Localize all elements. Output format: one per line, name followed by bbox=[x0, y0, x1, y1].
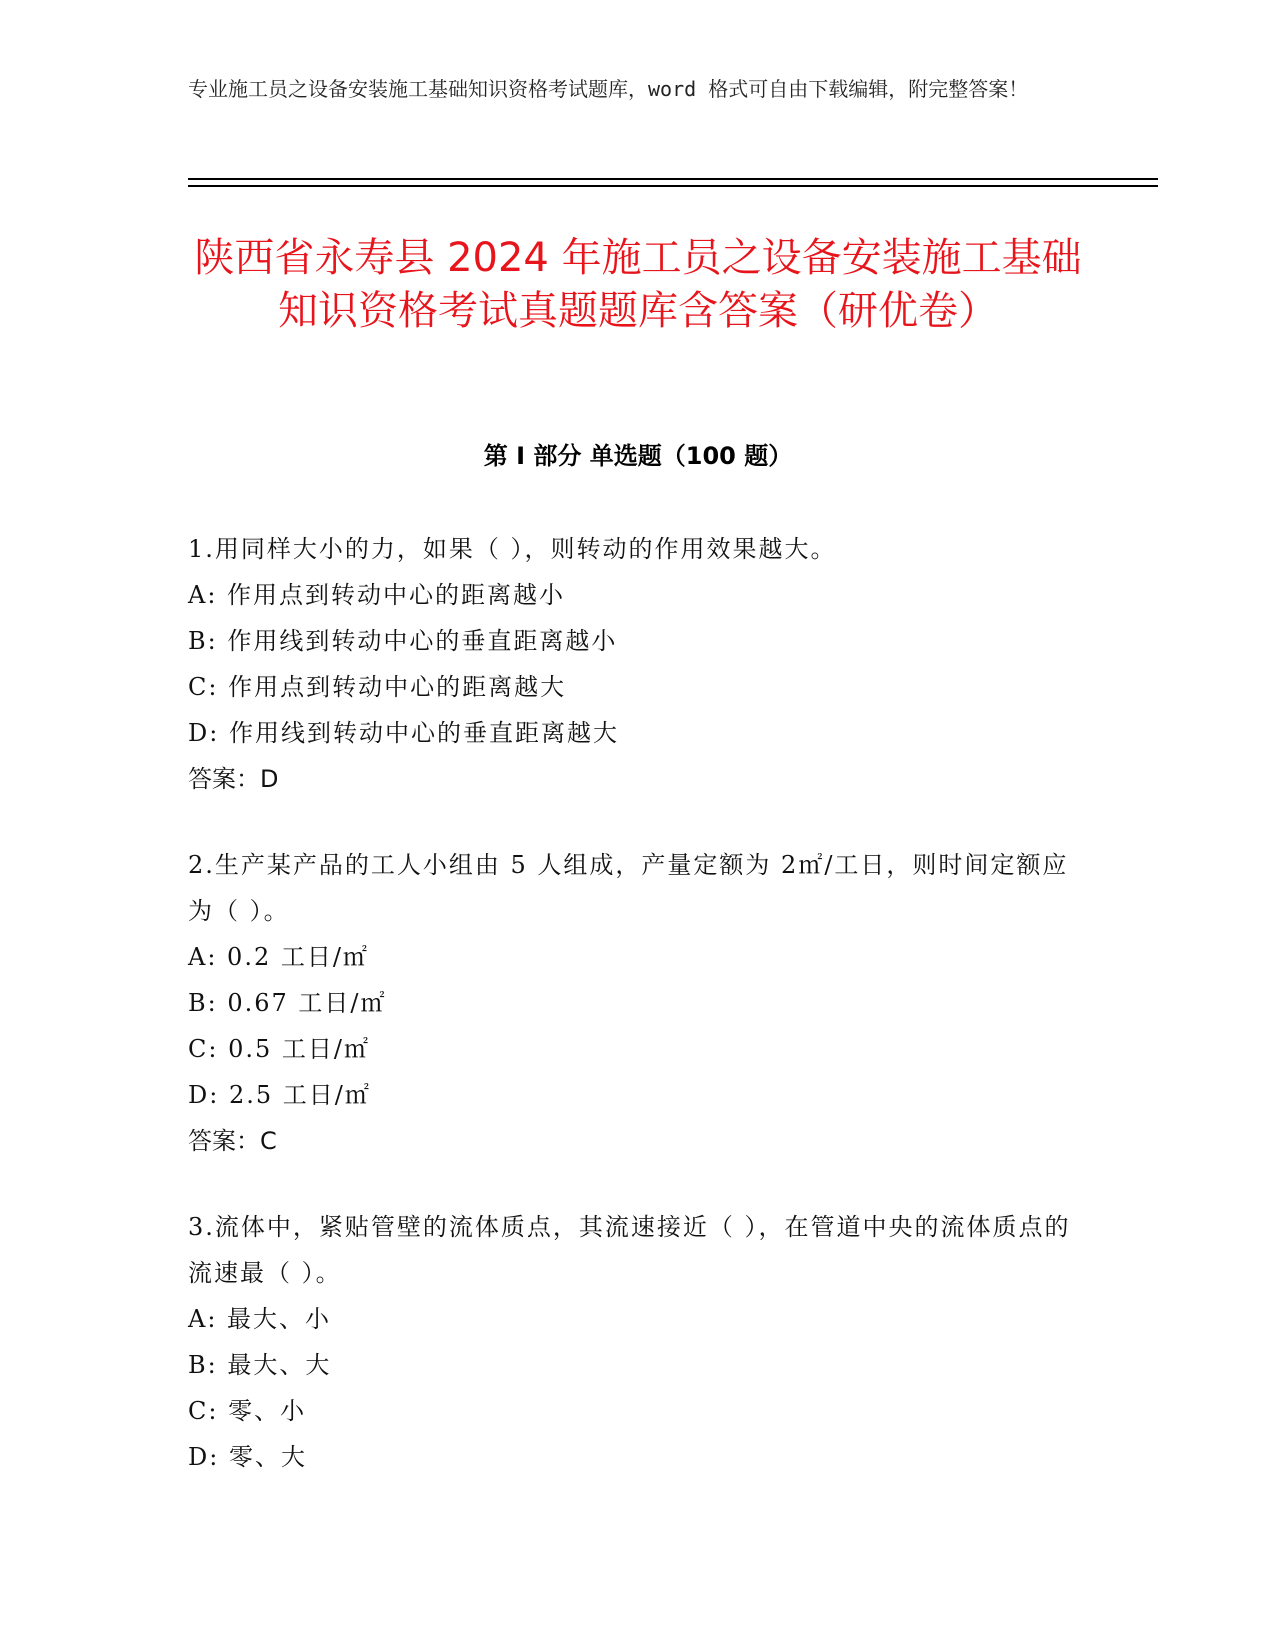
option-d: D: 零、大 bbox=[188, 1443, 307, 1471]
question-item bbox=[188, 842, 1088, 1164]
question-item bbox=[188, 1204, 1088, 1480]
option-a: A: 0.2 工日/㎡ bbox=[188, 943, 369, 971]
header-divider-top bbox=[188, 178, 1158, 180]
header-note: 专业施工员之设备安装施工基础知识资格考试题库，word 格式可自由下载编辑，附完整答案！ bbox=[188, 77, 1029, 101]
option-a: A: 作用点到转动中心的距离越小 bbox=[188, 581, 566, 609]
question-text: 2.生产某产品的工人小组由 5 人组成，产量定额为 2㎡/工日，则时间定额应为（ ）。 bbox=[188, 851, 1069, 925]
option-c: C: 作用点到转动中心的距离越大 bbox=[188, 673, 567, 701]
section-title: 第 I 部分 单选题（100 题） bbox=[483, 442, 793, 470]
answer-text: 答案：D bbox=[188, 765, 279, 793]
option-c: C: 0.5 工日/㎡ bbox=[188, 1035, 370, 1063]
option-d: D: 2.5 工日/㎡ bbox=[188, 1081, 371, 1109]
question-text: 3.流体中，紧贴管壁的流体质点，其流速接近（ ），在管道中央的流体质点的流速最（ ）。 bbox=[188, 1213, 1071, 1287]
option-a: A: 最大、小 bbox=[188, 1305, 332, 1333]
document-title: 陕西省永寿县 2024 年施工员之设备安装施工基础知识资格考试真题题库含答案（研优卷） bbox=[194, 235, 1082, 334]
question-text: 1.用同样大小的力，如果（ ），则转动的作用效果越大。 bbox=[188, 535, 837, 563]
answer-text: 答案：C bbox=[188, 1127, 277, 1155]
option-b: B: 作用线到转动中心的垂直距离越小 bbox=[188, 627, 618, 655]
option-b: B: 最大、大 bbox=[188, 1351, 332, 1379]
option-c: C: 零、小 bbox=[188, 1397, 307, 1425]
header-divider-bottom bbox=[188, 185, 1158, 187]
question-item bbox=[188, 526, 1088, 802]
option-b: B: 0.67 工日/㎡ bbox=[188, 989, 387, 1017]
question-list bbox=[188, 526, 1088, 1520]
option-d: D: 作用线到转动中心的垂直距离越大 bbox=[188, 719, 619, 747]
